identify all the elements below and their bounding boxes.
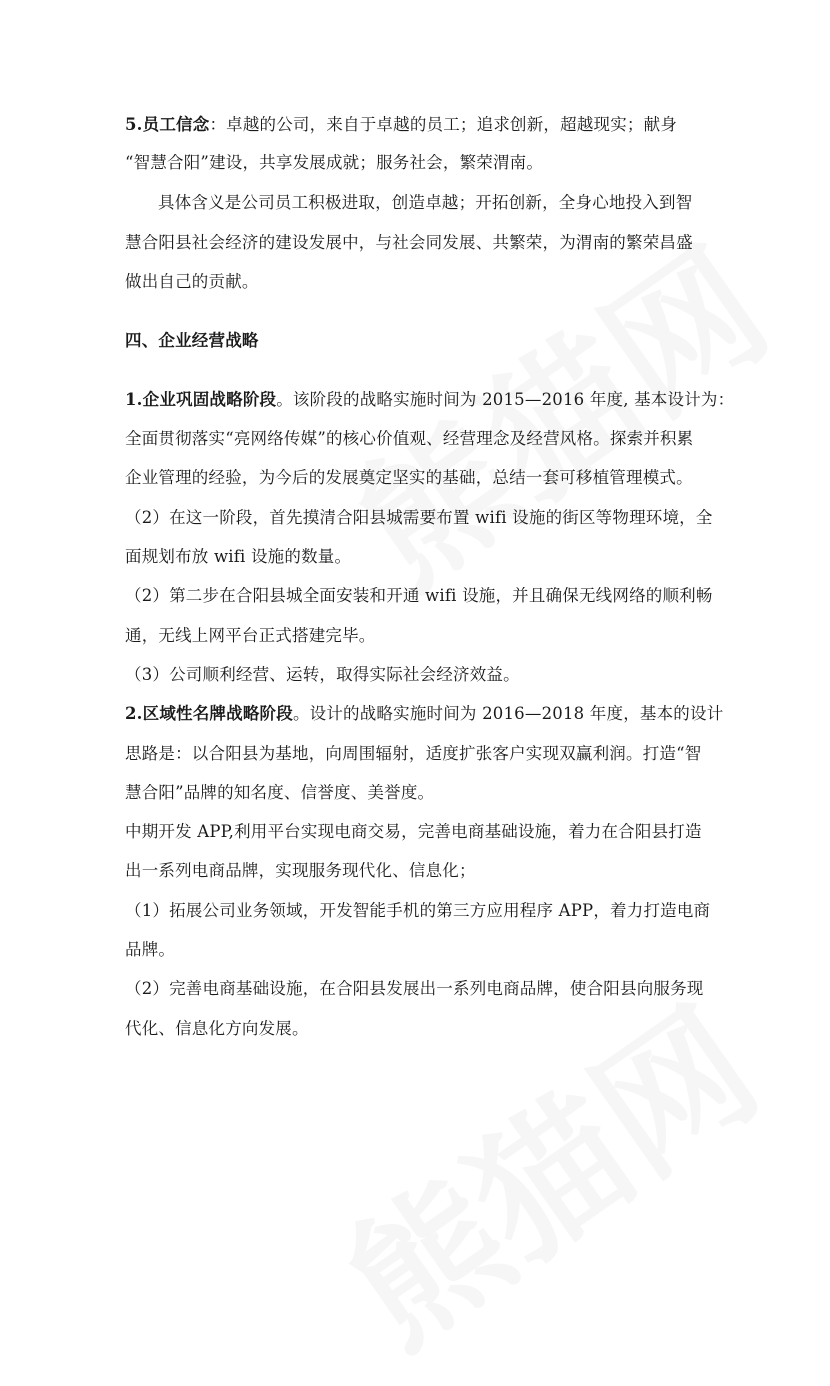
stage2-item1-line-1: （1）拓展公司业务领域，开发智能手机的第三方应用程序 APP，着力打造电商 xyxy=(125,901,711,920)
stage2-line-4: 中期开发 APP,利用平台实现电商交易，完善电商基础设施，着力在合阳县打造 xyxy=(125,822,702,841)
stage1-item1-line-1: （2）在这一阶段，首先摸清合阳县城需要布置 wifi 设施的街区等物理环境，全 xyxy=(125,508,713,527)
employee-belief-line-2: “智慧合阳”建设，共享发展成就；服务社会，繁荣渭南。 xyxy=(125,153,544,172)
employee-belief-line-1 xyxy=(125,113,720,137)
stage1-line-2: 全面贯彻落实“亮网络传媒”的核心价值观、经营理念及经营风格。探索并积累 xyxy=(125,429,694,448)
section-heading: 四、企业经营战略 xyxy=(125,331,259,350)
stage2-line-3: 慧合阳”品牌的知名度、信誉度、美誉度。 xyxy=(125,783,435,802)
stage2-text: 。设计的战略实施时间为 2016—2018 年度，基本的设计 xyxy=(292,704,724,723)
stage2-item2-line-2: 代化、信息化方向发展。 xyxy=(125,1019,309,1038)
employee-belief-heading: 5.员工信念 xyxy=(125,115,210,134)
stage1-line-1 xyxy=(125,388,735,412)
watermark-bottom xyxy=(299,950,792,1385)
meaning-line-3: 做出自己的贡献。 xyxy=(125,272,259,291)
stage2-line-2: 思路是：以合阳县为基地，向周围辐射，适度扩张客户实现双赢利润。打造“智 xyxy=(125,744,702,763)
stage1-line-3: 企业管理的经验，为今后的发展奠定坚实的基础，总结一套可移植管理模式。 xyxy=(125,468,693,487)
meaning-line-2: 慧合阳县社会经济的建设发展中，与社会同发展、共繁荣，为渭南的繁荣昌盛 xyxy=(125,233,693,252)
employee-belief-text: ：卓越的公司，来自于卓越的员工；追求创新，超越现实；献身 xyxy=(209,115,678,134)
stage1-item1-line-2: 面规划布放 wifi 设施的数量。 xyxy=(125,547,352,566)
stage2-line-5: 出一系列电商品牌，实现服务现代化、信息化； xyxy=(125,861,476,880)
stage1-text: 。该阶段的战略实施时间为 2015—2016 年度, 基本设计为： xyxy=(276,390,735,409)
stage1-item3: （3）公司顺利经营、运转，取得实际社会经济效益。 xyxy=(125,665,520,684)
stage1-item2-line-1: （2）第二步在合阳县城全面安装和开通 wifi 设施，并且确保无线网络的顺利畅 xyxy=(125,586,713,605)
stage1-item2-line-2: 通，无线上网平台正式搭建完毕。 xyxy=(125,626,376,645)
stage2-heading: 2.区域性名牌战略阶段 xyxy=(125,704,293,723)
stage2-item1-line-2: 品牌。 xyxy=(125,940,176,959)
meaning-line-1: 具体含义是公司员工积极进取，创造卓越；开拓创新，全身心地投入到智 xyxy=(158,193,693,212)
stage2-line-1 xyxy=(125,702,724,726)
stage1-heading: 1.企业巩固战略阶段 xyxy=(125,390,277,409)
stage2-item2-line-1: （2）完善电商基础设施，在合阳县发展出一系列电商品牌，使合阳县向服务现 xyxy=(125,979,704,998)
